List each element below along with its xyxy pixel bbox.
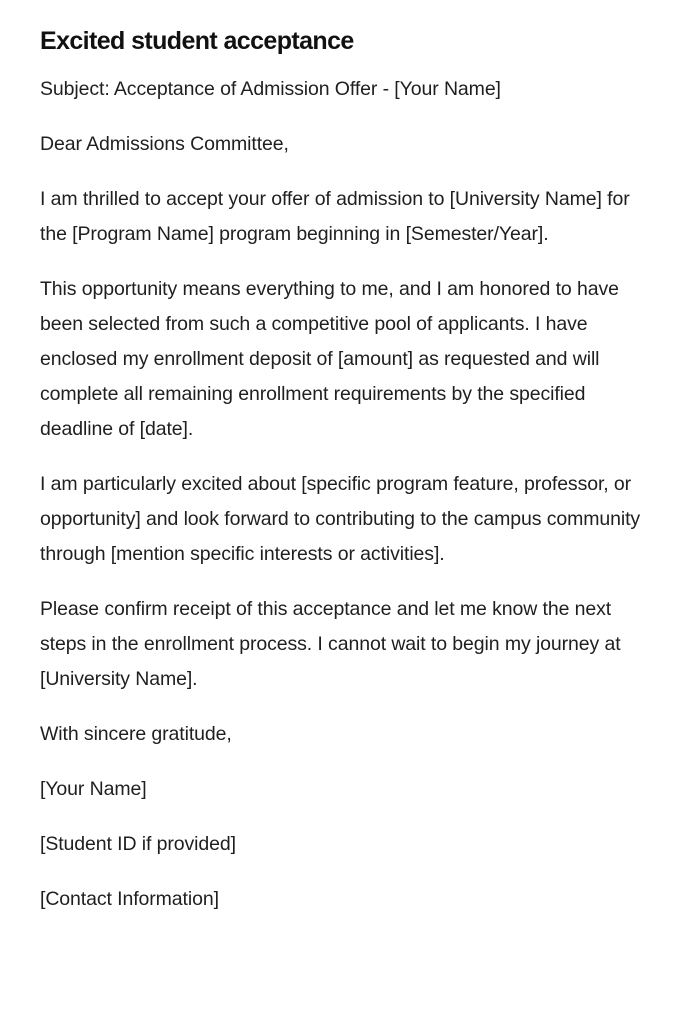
signature-student-id: [Student ID if provided]	[40, 833, 236, 855]
signature-contact: [Contact Information]	[40, 888, 219, 910]
document-title: Excited student acceptance	[40, 27, 354, 55]
subject-line: Subject: Acceptance of Admission Offer - [Your Name]	[40, 78, 501, 100]
body-paragraph-confirmation: Please confirm receipt of this acceptance and let me know the next steps in the enrollment process. I cannot wait to begin my journey at [University Name].	[40, 598, 621, 690]
salutation: Dear Admissions Committee,	[40, 133, 289, 155]
body-paragraph-opportunity: This opportunity means everything to me, and I am honored to have been selected from such a competitive pool of applicants. I have enclosed my enrollment deposit of [amount] as requested and will complete all remaining enrollment requirements by the specified deadline of [date].	[40, 278, 619, 440]
signature-name: [Your Name]	[40, 778, 147, 800]
body-paragraph-acceptance: I am thrilled to accept your offer of admission to [University Name] for the [Program Name] program beginning in [Semester/Year].	[40, 188, 630, 245]
body-paragraph-excitement: I am particularly excited about [specific program feature, professor, or opportunity] and look forward to contributing to the campus community through [mention specific interests or activities].	[40, 473, 641, 565]
closing: With sincere gratitude,	[40, 723, 232, 745]
